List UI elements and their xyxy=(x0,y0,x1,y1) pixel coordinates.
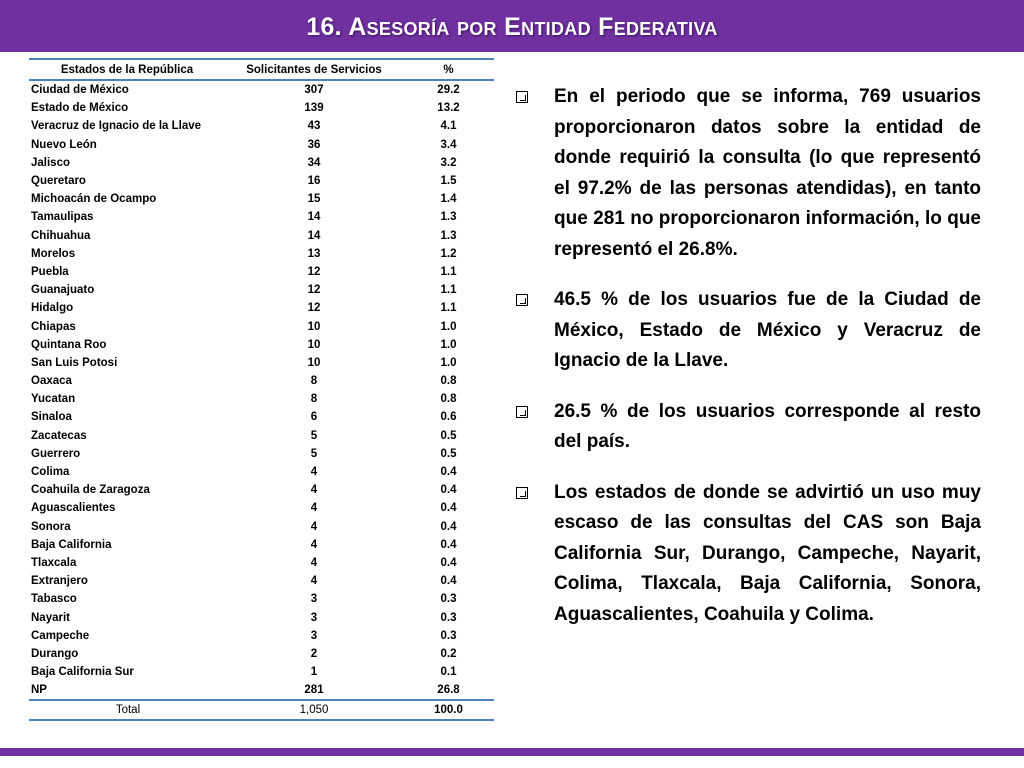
table-row xyxy=(29,99,494,117)
pct-cell: 1.1 xyxy=(440,302,457,315)
state-cell: Ciudad de México xyxy=(31,84,129,97)
pct-cell: 4.1 xyxy=(440,120,457,133)
count-cell: 43 xyxy=(307,120,321,133)
pct-cell: 29.2 xyxy=(437,84,460,97)
pct-cell: 0.8 xyxy=(440,375,457,388)
state-cell: Sinaloa xyxy=(31,411,72,424)
count-cell: 10 xyxy=(307,338,321,351)
pct-cell: 1.1 xyxy=(440,284,457,297)
total-label: Total xyxy=(29,700,225,720)
pct-cell: 0.2 xyxy=(440,647,457,660)
header-pct: % xyxy=(403,59,494,80)
table-row xyxy=(29,663,494,681)
table-row xyxy=(29,372,494,390)
count-cell: 5 xyxy=(310,429,318,442)
count-cell: 10 xyxy=(307,320,321,333)
pct-cell: 1.0 xyxy=(440,320,457,333)
pct-cell: 0.4 xyxy=(440,556,457,569)
count-cell: 36 xyxy=(307,138,321,151)
count-cell: 12 xyxy=(307,284,321,297)
count-cell: 4 xyxy=(310,520,318,533)
count-cell: 3 xyxy=(310,611,318,624)
pct-cell: 1.0 xyxy=(440,356,457,369)
state-cell: Guanajuato xyxy=(31,284,95,297)
state-cell: Oaxaca xyxy=(31,375,72,388)
state-cell: San Luis Potosi xyxy=(31,356,118,369)
state-cell: Michoacán de Ocampo xyxy=(31,193,157,206)
table-row xyxy=(29,172,494,190)
state-cell: Tabasco xyxy=(31,593,77,606)
table-row xyxy=(29,408,494,426)
bullet-item xyxy=(512,82,981,265)
count-cell: 14 xyxy=(307,211,321,224)
checkbox-bullet-icon xyxy=(516,294,528,306)
table-row xyxy=(29,463,494,481)
state-cell: Baja California Sur xyxy=(31,666,134,679)
count-cell: 4 xyxy=(310,556,318,569)
bullet-list xyxy=(512,82,981,650)
pct-cell: 0.4 xyxy=(440,538,457,551)
table-row xyxy=(29,354,494,372)
state-cell: Chiapas xyxy=(31,320,76,333)
count-cell: 4 xyxy=(310,484,318,497)
table-row xyxy=(29,518,494,536)
count-cell: 12 xyxy=(307,265,321,278)
count-cell: 13 xyxy=(307,247,321,260)
total-count: 1,050 xyxy=(225,700,403,720)
pct-cell: 0.3 xyxy=(440,611,457,624)
pct-cell: 0.5 xyxy=(440,429,457,442)
state-cell: Veracruz de Ignacio de la Llave xyxy=(31,120,202,133)
count-cell: 4 xyxy=(310,575,318,588)
pct-cell: 0.5 xyxy=(440,447,457,460)
table-row xyxy=(29,336,494,354)
count-cell: 8 xyxy=(310,375,318,388)
table-row xyxy=(29,427,494,445)
state-cell: Morelos xyxy=(31,247,76,260)
total-pct: 100.0 xyxy=(403,700,494,720)
count-cell: 4 xyxy=(310,538,318,551)
table-row xyxy=(29,681,494,700)
bullet-text: Los estados de donde se advirtió un uso muy escaso de las consultas del CAS son Baja California Sur, Durango, Campeche, Nayarit, Colima, Tlaxcala, Baja California, Sonora, Aguascalientes, Coahuila y Colima. xyxy=(554,481,981,625)
pct-cell: 1.1 xyxy=(440,265,457,278)
table-row xyxy=(29,627,494,645)
table-row xyxy=(29,190,494,208)
table-row xyxy=(29,317,494,335)
state-cell: Nuevo León xyxy=(31,138,97,151)
count-cell: 1 xyxy=(310,666,318,679)
state-cell: Jalisco xyxy=(31,156,70,169)
count-cell: 14 xyxy=(307,229,321,242)
pct-cell: 0.4 xyxy=(440,466,457,479)
table-row xyxy=(29,136,494,154)
count-cell: 139 xyxy=(304,102,324,115)
pct-cell: 1.3 xyxy=(440,229,457,242)
count-cell: 12 xyxy=(307,302,321,315)
table-row xyxy=(29,154,494,172)
state-cell: Baja California xyxy=(31,538,112,551)
table-row xyxy=(29,572,494,590)
pct-cell: 1.5 xyxy=(440,175,457,188)
pct-cell: 0.8 xyxy=(440,393,457,406)
table-total-row xyxy=(29,700,494,720)
checkbox-bullet-icon xyxy=(516,406,528,418)
pct-cell: 0.4 xyxy=(440,484,457,497)
count-cell: 281 xyxy=(304,684,324,697)
state-cell: NP xyxy=(31,684,47,697)
bullet-text: En el periodo que se informa, 769 usuarios proporcionaron datos sobre la entidad de donde requirió la consulta (lo que representó el 97.2% de las personas atendidas), en tanto que 281 no proporcionaron información, lo que representó el 26.8%. xyxy=(554,86,981,260)
states-table-container xyxy=(29,58,494,721)
table-row xyxy=(29,299,494,317)
table-row xyxy=(29,645,494,663)
checkbox-bullet-icon xyxy=(516,487,528,499)
count-cell: 4 xyxy=(310,466,318,479)
count-cell: 3 xyxy=(310,593,318,606)
state-cell: Estado de México xyxy=(31,102,129,115)
state-cell: Durango xyxy=(31,647,79,660)
pct-cell: 1.2 xyxy=(440,247,457,260)
count-cell: 34 xyxy=(307,156,321,169)
table-row xyxy=(29,245,494,263)
pct-cell: 0.1 xyxy=(440,666,457,679)
pct-cell: 1.0 xyxy=(440,338,457,351)
table-header-row xyxy=(29,59,494,80)
count-cell: 16 xyxy=(307,175,321,188)
table-row xyxy=(29,481,494,499)
pct-cell: 0.4 xyxy=(440,520,457,533)
bullet-item xyxy=(512,478,981,631)
state-cell: Tlaxcala xyxy=(31,556,77,569)
states-table xyxy=(29,58,494,721)
header-state: Estados de la República xyxy=(29,59,225,80)
table-row xyxy=(29,445,494,463)
pct-cell: 3.2 xyxy=(440,156,457,169)
state-cell: Colima xyxy=(31,466,70,479)
header-count: Solicitantes de Servicios xyxy=(225,59,403,80)
pct-cell: 0.6 xyxy=(440,411,457,424)
pct-cell: 0.3 xyxy=(440,629,457,642)
table-row xyxy=(29,536,494,554)
state-cell: Campeche xyxy=(31,629,90,642)
count-cell: 15 xyxy=(307,193,321,206)
state-cell: Chihuahua xyxy=(31,229,91,242)
pct-cell: 0.3 xyxy=(440,593,457,606)
count-cell: 8 xyxy=(310,393,318,406)
state-cell: Hidalgo xyxy=(31,302,74,315)
bullet-item xyxy=(512,285,981,377)
state-cell: Quintana Roo xyxy=(31,338,107,351)
state-cell: Extranjero xyxy=(31,575,88,588)
count-cell: 307 xyxy=(304,84,324,97)
bottom-bar xyxy=(0,748,1024,756)
table-row xyxy=(29,80,494,99)
count-cell: 6 xyxy=(310,411,318,424)
table-row xyxy=(29,208,494,226)
state-cell: Yucatan xyxy=(31,393,76,406)
count-cell: 3 xyxy=(310,629,318,642)
table-row xyxy=(29,227,494,245)
table-body xyxy=(29,80,494,700)
count-cell: 4 xyxy=(310,502,318,515)
pct-cell: 26.8 xyxy=(437,684,460,697)
pct-cell: 1.4 xyxy=(440,193,457,206)
table-row xyxy=(29,608,494,626)
checkbox-bullet-icon xyxy=(516,91,528,103)
state-cell: Nayarit xyxy=(31,611,70,624)
state-cell: Queretaro xyxy=(31,175,86,188)
table-row xyxy=(29,390,494,408)
state-cell: Sonora xyxy=(31,520,71,533)
count-cell: 2 xyxy=(310,647,318,660)
pct-cell: 0.4 xyxy=(440,575,457,588)
bullet-text: 26.5 % de los usuarios corresponde al resto del país. xyxy=(554,400,981,452)
bullet-text: 46.5 % de los usuarios fue de la Ciudad de México, Estado de México y Veracruz de Ignacio de la Llave. xyxy=(554,289,981,371)
pct-cell: 13.2 xyxy=(437,102,460,115)
slide-title: 16. Asesoría por Entidad Federativa xyxy=(306,13,718,41)
table-row xyxy=(29,554,494,572)
table-row xyxy=(29,263,494,281)
pct-cell: 1.3 xyxy=(440,211,457,224)
state-cell: Tamaulipas xyxy=(31,211,94,224)
table-row xyxy=(29,590,494,608)
table-row xyxy=(29,499,494,517)
table-row xyxy=(29,281,494,299)
pct-cell: 0.4 xyxy=(440,502,457,515)
count-cell: 5 xyxy=(310,447,318,460)
state-cell: Coahuila de Zaragoza xyxy=(31,484,150,497)
state-cell: Zacatecas xyxy=(31,429,87,442)
state-cell: Aguascalientes xyxy=(31,502,116,515)
state-cell: Puebla xyxy=(31,265,69,278)
bullet-item xyxy=(512,397,981,458)
state-cell: Guerrero xyxy=(31,447,81,460)
table-row xyxy=(29,117,494,135)
count-cell: 10 xyxy=(307,356,321,369)
pct-cell: 3.4 xyxy=(440,138,457,151)
